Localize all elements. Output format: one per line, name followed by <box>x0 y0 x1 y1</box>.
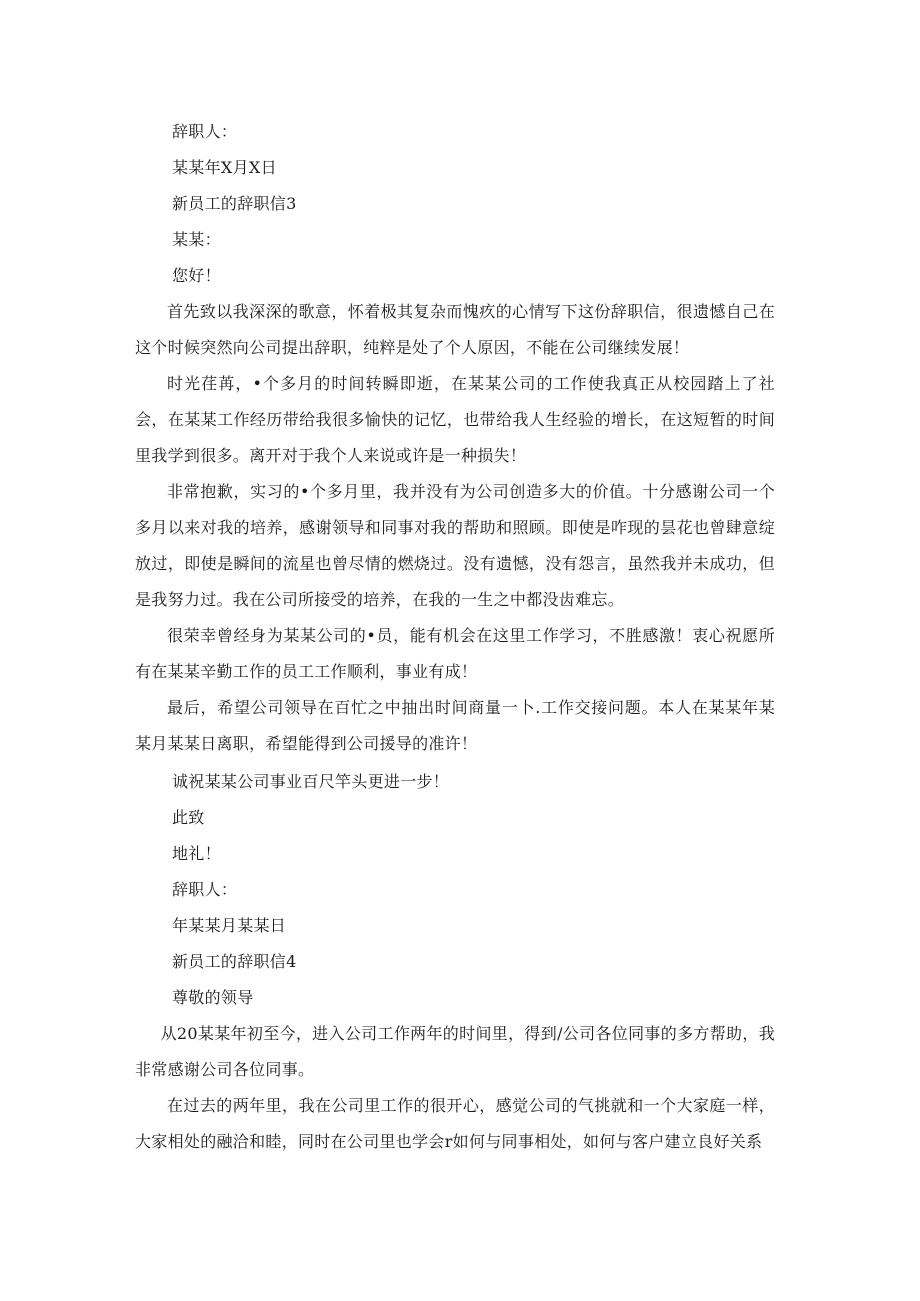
salutation: 某某： <box>172 230 221 249</box>
date-line-2: 年某某月某某日 <box>172 916 287 935</box>
signature-label: 辞职人： <box>172 122 238 141</box>
salutation-2: 尊敬的领导 <box>172 988 254 1007</box>
wish-line: 诚祝某某公司事业百尺竿头更进一步！ <box>172 772 450 791</box>
paragraph-time: 时光荏苒，•个多月的时间转瞬即逝，在某某公司的工作使我真正从校园踏上了社会，在某某工作经历带给我很多愉快的记忆，也带给我人生经验的增长，在这短暂的时间里我学到很多。离开对于我个人来说或许是一种损失！ <box>135 374 775 465</box>
paragraph-honor: 很荣幸曾经身为某某公司的•员，能有机会在这里工作学习，不胜感激！衷心祝愿所有在某某辛勤工作的员工工作顺利，事业有成！ <box>135 626 775 681</box>
section-heading-4: 新员工的辞职信4 <box>172 952 297 971</box>
section-heading-3: 新员工的辞职信3 <box>172 194 297 213</box>
closing-phrase: 此致 <box>172 808 205 827</box>
greeting: 您好！ <box>172 266 221 285</box>
paragraph-apology: 非常抱歉，实习的•个多月里，我并没有为公司创造多大的价值。十分感谢公司一个多月以来对我的培养，感谢领导和同事对我的帮助和照顾。即使是咋现的昙花也曾肆意绽放过，即使是瞬间的流星也曾尽情的燃烧过。没有遗憾，没有怨言，虽然我并未成功，但是我努力过。我在公司所接受的培养，在我的一生之中都没齿难忘。 <box>135 482 775 609</box>
closing-salute: 地礼！ <box>172 844 221 863</box>
paragraph-closing-request: 最后，希望公司领导在百忙之中抽出时间商量一卜.工作交接问题。本人在某某年某某月某某日离职，希望能得到公司援导的准许！ <box>135 698 775 753</box>
paragraph-opening: 首先致以我深深的歌意，怀着极其复杂而愧疚的心情写下这份辞职信，很遗憾自己在这个时候突然向公司提出辞职，纯粹是处了个人原因，不能在公司继续发展！ <box>135 302 775 357</box>
signature-label-2: 辞职人： <box>172 880 238 899</box>
paragraph-past-two-years: 在过去的两年里，我在公司里工作的很开心，感觉公司的气挑就和一个大家庭一样，大家相处的融洽和睦，同时在公司里也学会r如何与同事相处，如何与客户建立良好关系 <box>135 1096 775 1151</box>
paragraph-intro: 从20某某年初至今，进入公司工作两年的时间里，得到/公司各位同事的多方帮助，我非常感谢公司各位同事。 <box>135 1024 775 1079</box>
date-line: 某某年X月X日 <box>172 158 277 177</box>
